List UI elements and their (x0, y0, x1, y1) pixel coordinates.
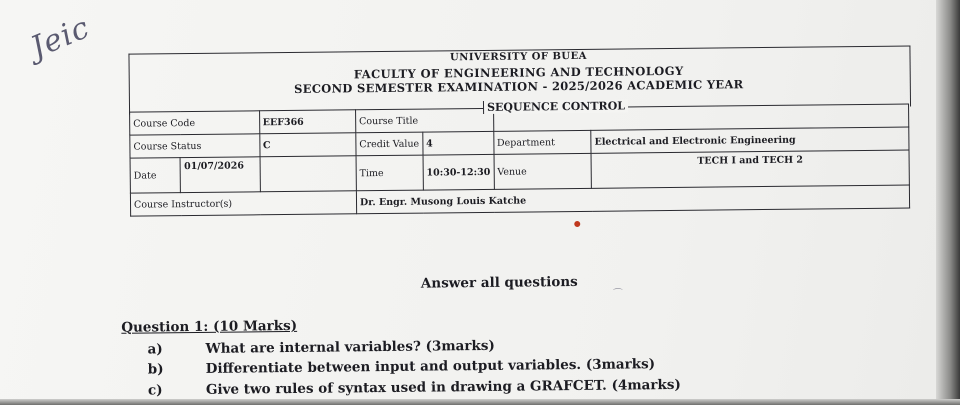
time-value: 10:30-12:30 (423, 154, 494, 190)
question-1b (2, 353, 960, 378)
question-part-text: Give two rules of syntax used in drawing a GRAFCET. (4marks) (205, 376, 681, 398)
department-label: Department (493, 130, 591, 154)
exam-title: SECOND SEMESTER EXAMINATION - 2025/2026 ACADEMIC YEAR (294, 77, 744, 96)
course-code-label: Course Code (130, 111, 260, 135)
course-title-label: Course Title (355, 108, 493, 132)
university-name: UNIVERSITY OF BUEA (449, 50, 588, 64)
question-1c (2, 374, 960, 399)
handwritten-note: Jeic (25, 10, 95, 66)
pencil-scribble-icon: ⌒ (612, 288, 624, 300)
time-label: Time (356, 155, 423, 191)
question-part-text: Differentiate between input and output variables. (3marks) (205, 356, 656, 377)
venue-label: Venue (494, 153, 592, 189)
instructions: Answer all questions (420, 273, 578, 292)
credit-value-label: Credit Value (356, 132, 423, 156)
course-info-table (129, 104, 910, 217)
question-part-text: What are internal variables? (3marks) (205, 337, 495, 357)
red-ink-mark (574, 221, 580, 227)
venue-value: TECH I and TECH 2 (591, 150, 909, 188)
department-value: Electrical and Electronic Engineering (591, 127, 909, 153)
course-status-value: C (259, 133, 356, 157)
date-value: 01/07/2026 (180, 157, 259, 193)
question-part-letter: b) (147, 361, 164, 378)
date-label: Date (130, 158, 181, 194)
date-blank-cell (260, 156, 357, 192)
credit-value: 4 (423, 131, 494, 155)
instructor-label: Course Instructor(s) (130, 191, 356, 216)
question-part-letter: a) (147, 341, 163, 358)
course-status-label: Course Status (130, 134, 260, 158)
faculty-name: FACULTY OF ENGINEERING AND TECHNOLOGY (353, 63, 684, 82)
course-code-value: EEF366 (259, 110, 356, 134)
question-part-letter: c) (147, 382, 163, 399)
sequence-control-title: SEQUENCE CONTROL (483, 99, 628, 114)
instructor-value: Dr. Engr. Musong Louis Katche (356, 185, 909, 214)
question-1-title: Question 1: (10 Marks) (121, 317, 298, 336)
